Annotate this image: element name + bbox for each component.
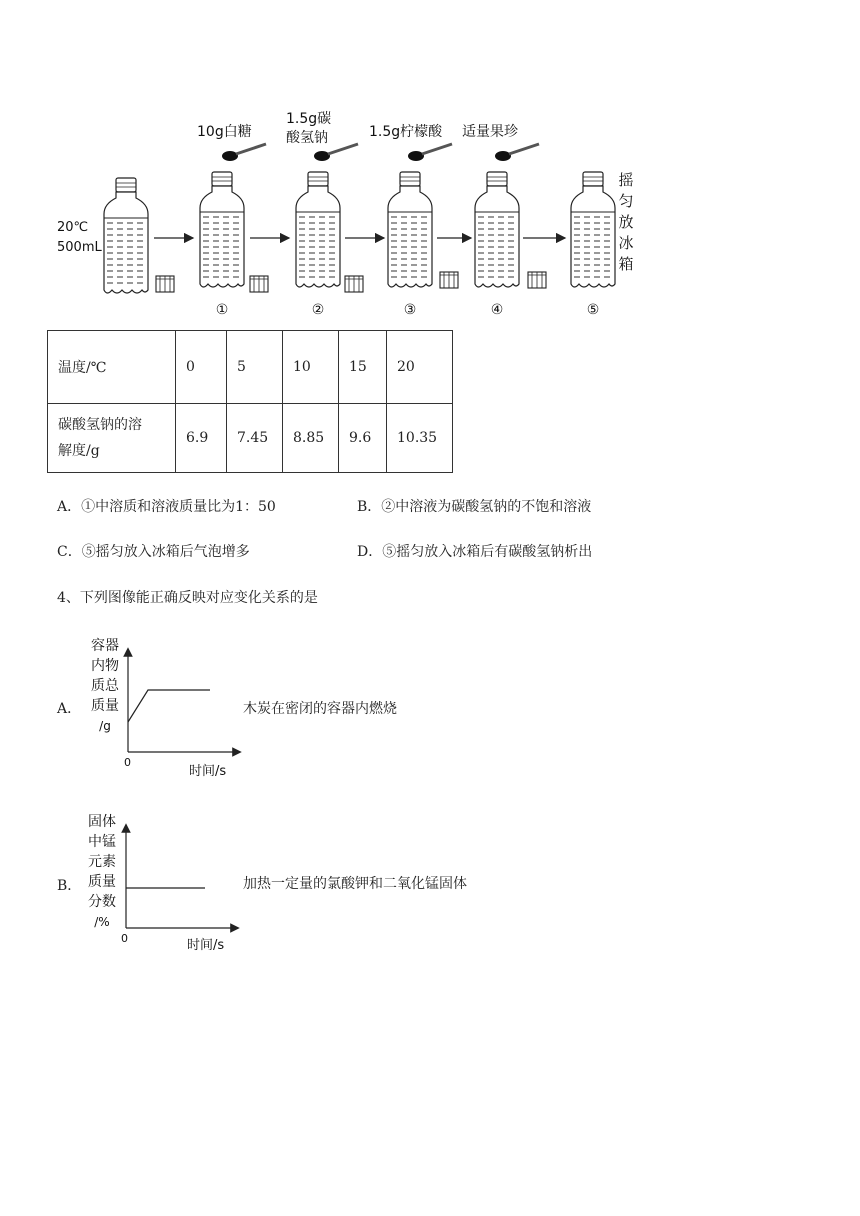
graph-b-origin: 0 <box>121 932 128 945</box>
initial-volume-label: 500mL <box>57 240 102 255</box>
step-number-2: ② <box>311 302 325 318</box>
graph-b-xlabel: 时间/s <box>187 938 225 953</box>
graph-a-curve <box>128 690 210 722</box>
table-row <box>48 331 453 404</box>
bottle-4 <box>475 172 519 287</box>
table-cell: 8.85 <box>283 404 339 473</box>
graph-b-description: 加热一定量的氯酸钾和二氧化锰固体 <box>243 876 467 892</box>
option-a: A．①中溶质和溶液质量比为1：50 <box>57 499 276 515</box>
cap-2 <box>345 276 363 292</box>
graph-b-option-label: B． <box>57 878 82 894</box>
step-number-4: ④ <box>490 302 504 318</box>
cap-1 <box>250 276 268 292</box>
table-header-solubility: 碳酸氢钠的溶 解度/g <box>48 404 176 473</box>
table-cell: 0 <box>176 331 227 404</box>
graph-a-xlabel: 时间/s <box>189 764 227 779</box>
cap-3 <box>440 272 458 288</box>
addition-3-label: 1.5g柠檬酸 <box>369 124 443 140</box>
table-cell: 15 <box>339 331 387 404</box>
bottle-3 <box>388 172 432 287</box>
table-cell: 20 <box>387 331 453 404</box>
graph-a-option-label: A． <box>57 701 82 717</box>
table-header-temperature: 温度/℃ <box>48 331 176 404</box>
initial-temp-label: 20℃ <box>57 220 89 235</box>
step-number-3: ③ <box>403 302 417 318</box>
solubility-table <box>47 330 453 473</box>
cap-0 <box>156 276 174 292</box>
bottle-diagram <box>0 0 860 330</box>
addition-1-label: 10g白糖 <box>197 124 252 140</box>
spoon-1 <box>222 144 266 161</box>
table-cell: 7.45 <box>227 404 283 473</box>
table-cell: 5 <box>227 331 283 404</box>
table-row <box>48 404 453 473</box>
table-cell: 6.9 <box>176 404 227 473</box>
option-b: B．②中溶液为碳酸氢钠的不饱和溶液 <box>357 499 592 515</box>
option-d: D．⑤摇匀放入冰箱后有碳酸氢钠析出 <box>357 544 593 560</box>
bottle-initial <box>104 178 148 293</box>
spoon-4 <box>495 144 539 161</box>
spoon-3 <box>408 144 452 161</box>
step-number-5: ⑤ <box>586 302 600 318</box>
step-number-1: ① <box>215 302 229 318</box>
bottle-2 <box>296 172 340 287</box>
addition-2-label-line1: 1.5g碳 <box>286 111 332 127</box>
bottle-1 <box>200 172 244 287</box>
graph-a-description: 木炭在密闭的容器内燃烧 <box>243 701 397 717</box>
graph-a-origin: 0 <box>124 756 131 769</box>
cap-4 <box>528 272 546 288</box>
question-4-stem: 4、下列图像能正确反映对应变化关系的是 <box>57 590 318 606</box>
table-cell: 10.35 <box>387 404 453 473</box>
option-c: C．⑤摇匀放入冰箱后气泡增多 <box>57 544 250 560</box>
addition-2-label-line2: 酸氢钠 <box>286 130 328 146</box>
graph-b-ylabel: 固体 中锰 元素 质量 分数 /% <box>88 814 116 929</box>
graph-a-plot <box>115 640 255 760</box>
addition-4-label: 适量果珍 <box>462 124 518 140</box>
graph-b-plot <box>113 816 253 936</box>
graph-a-ylabel: 容器 内物 质总 质量 /g <box>91 638 119 733</box>
bottle-5 <box>571 172 615 287</box>
table-cell: 10 <box>283 331 339 404</box>
table-cell: 9.6 <box>339 404 387 473</box>
